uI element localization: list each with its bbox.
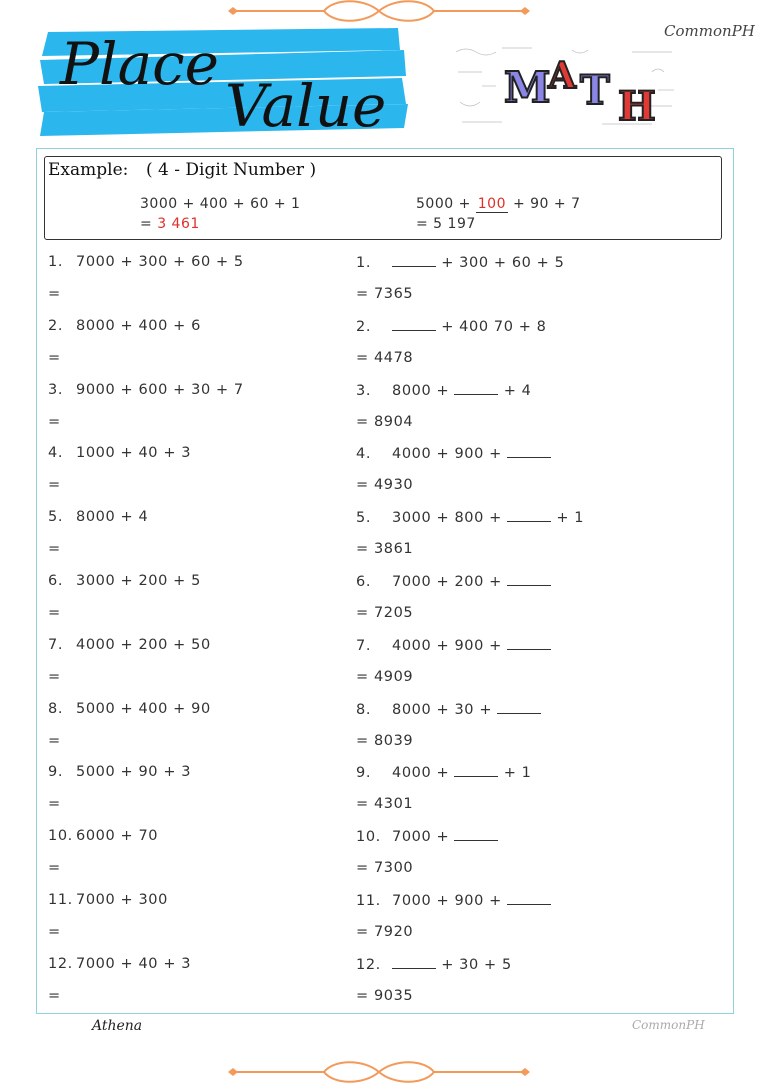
example-label: Example: xyxy=(48,160,129,180)
question-expression: 8000 + 4 xyxy=(76,509,149,526)
answer-blank[interactable] xyxy=(392,254,436,267)
question-number: 9. xyxy=(48,764,64,781)
question-number: 12. xyxy=(48,955,73,972)
left-answer-line: = xyxy=(48,477,61,494)
question-number: 11. xyxy=(48,892,73,908)
svg-text:H: H xyxy=(618,83,656,130)
right-answer-line: = 4478 xyxy=(356,349,414,366)
question-expression: 1000 + 40 + 3 xyxy=(76,445,192,462)
question-part-after: + 4 xyxy=(503,382,532,399)
question-part-after: + 1 xyxy=(503,765,532,782)
right-question xyxy=(356,382,532,399)
right-answer-line: = 4930 xyxy=(356,477,414,494)
question-number: 3. xyxy=(48,381,64,398)
left-answer-line: = xyxy=(48,349,61,366)
question-part-after: + 1 xyxy=(556,510,585,527)
right-answer-line: = 8039 xyxy=(356,732,414,749)
svg-text:T: T xyxy=(580,67,610,114)
left-answer-line: = xyxy=(48,413,61,430)
right-question xyxy=(356,764,532,781)
right-question xyxy=(356,573,551,590)
question-number: 5. xyxy=(48,509,64,526)
right-answer-line: = 9035 xyxy=(356,987,414,1004)
question-number: 10. xyxy=(356,829,381,846)
question-number: 7. xyxy=(48,636,64,653)
question-part-before: 4000 + xyxy=(392,765,450,782)
example-subtitle: ( 4 - Digit Number ) xyxy=(146,160,317,180)
question-number: 5. xyxy=(356,510,372,527)
question-expression: 8000 + 400 + 6 xyxy=(76,317,201,334)
right-question xyxy=(356,956,512,973)
left-answer-line: = xyxy=(48,860,61,877)
question-number: 11. xyxy=(356,893,381,909)
right-answer-line: = 3861 xyxy=(356,541,414,558)
left-answer-line: = xyxy=(48,924,61,940)
question-part-before: 4000 + 900 + xyxy=(392,637,502,654)
answer-blank[interactable] xyxy=(392,318,436,331)
left-answer-line: = xyxy=(48,732,61,749)
example-left-answer-value: 3 461 xyxy=(157,216,200,232)
left-question xyxy=(48,573,201,589)
question-expression: 4000 + 200 + 50 xyxy=(76,636,211,653)
question-part-before: 4000 + 900 + xyxy=(392,446,502,463)
right-answer-line: = 7920 xyxy=(356,924,414,940)
question-part-before: 8000 + xyxy=(392,382,450,399)
example-left-answer-prefix: = xyxy=(140,216,158,232)
question-expression: 3000 + 200 + 5 xyxy=(76,573,201,589)
right-question xyxy=(356,509,584,526)
question-number: 8. xyxy=(356,701,372,718)
brand-signature-footer: CommonPH xyxy=(632,1018,705,1032)
right-answer-line: = 4909 xyxy=(356,668,414,685)
right-question xyxy=(356,701,541,718)
left-answer-line: = xyxy=(48,286,61,302)
question-expression: 5000 + 400 + 90 xyxy=(76,700,211,717)
top-ornament xyxy=(224,0,534,24)
question-part-before: 7000 + 900 + xyxy=(392,893,502,909)
left-question xyxy=(48,445,191,461)
right-question xyxy=(356,637,551,654)
example-left-answer xyxy=(140,216,200,232)
answer-blank[interactable] xyxy=(454,764,498,777)
right-answer-line: = 7365 xyxy=(356,286,414,302)
question-number: 2. xyxy=(48,317,64,334)
left-question xyxy=(48,956,191,972)
question-expression: 7000 + 300 xyxy=(76,892,168,908)
left-question xyxy=(48,637,211,653)
example-left-expression: 3000 + 400 + 60 + 1 xyxy=(140,196,301,212)
right-question xyxy=(356,445,551,462)
answer-blank[interactable] xyxy=(507,637,551,650)
example-right-part-a: 5000 + xyxy=(416,196,476,212)
answer-blank[interactable] xyxy=(497,701,541,714)
question-number: 10. xyxy=(48,828,73,845)
left-answer-line: = xyxy=(48,668,61,685)
example-right-answer: = 5 197 xyxy=(416,216,476,232)
answer-blank[interactable] xyxy=(507,445,551,458)
left-question xyxy=(48,764,191,780)
left-question xyxy=(48,701,211,717)
svg-text:M: M xyxy=(504,63,551,112)
question-number: 8. xyxy=(48,700,64,717)
title-place: Place xyxy=(60,30,219,98)
author-signature: Athena xyxy=(92,1018,143,1034)
left-answer-line: = xyxy=(48,605,61,621)
brand-signature-top: CommonPH xyxy=(664,22,755,40)
question-number: 12. xyxy=(356,956,381,973)
right-question xyxy=(356,318,547,335)
question-part-before: 7000 + 200 + xyxy=(392,574,502,590)
right-answer-line: = 8904 xyxy=(356,413,414,430)
question-part-after: + 300 + 60 + 5 xyxy=(441,255,565,271)
left-question xyxy=(48,318,201,334)
answer-blank[interactable] xyxy=(507,573,551,586)
right-answer-line: = 7205 xyxy=(356,605,414,621)
question-number: 4. xyxy=(48,445,64,462)
question-expression: 7000 + 300 + 60 + 5 xyxy=(76,254,244,270)
question-part-after: + 400 70 + 8 xyxy=(441,318,547,335)
left-question xyxy=(48,828,158,844)
right-answer-line: = 7300 xyxy=(356,860,414,877)
question-number: 9. xyxy=(356,765,372,782)
question-number: 6. xyxy=(356,574,372,590)
answer-blank[interactable] xyxy=(392,956,436,969)
question-part-before: 7000 + xyxy=(392,829,450,846)
example-right-part-b: + 90 + 7 xyxy=(508,196,581,212)
question-expression: 9000 + 600 + 30 + 7 xyxy=(76,381,244,398)
title-value: Value xyxy=(225,72,387,140)
right-question xyxy=(356,892,551,909)
question-part-after: + 30 + 5 xyxy=(441,956,512,973)
left-question xyxy=(48,509,148,525)
right-question xyxy=(356,828,498,845)
question-expression: 6000 + 70 xyxy=(76,828,159,845)
left-answer-line: = xyxy=(48,541,61,558)
question-number: 3. xyxy=(356,382,372,399)
question-part-before: 8000 + 30 + xyxy=(392,701,493,718)
right-question xyxy=(356,254,564,271)
question-expression: 7000 + 40 + 3 xyxy=(76,955,192,972)
question-number: 4. xyxy=(356,446,372,463)
right-answer-line: = 4301 xyxy=(356,796,414,813)
answer-blank[interactable] xyxy=(507,892,551,905)
left-question xyxy=(48,382,244,398)
question-number: 2. xyxy=(356,318,372,335)
bottom-ornament xyxy=(224,1060,534,1084)
answer-blank[interactable] xyxy=(454,828,498,841)
question-number: 6. xyxy=(48,573,64,589)
answer-blank[interactable] xyxy=(454,382,498,395)
question-number: 1. xyxy=(356,255,372,271)
left-question xyxy=(48,892,168,908)
answer-blank[interactable] xyxy=(507,509,551,522)
question-number: 7. xyxy=(356,637,372,654)
question-number: 1. xyxy=(48,254,64,270)
example-right-missing: 100 xyxy=(477,196,506,212)
math-logo xyxy=(452,42,684,130)
example-right-expression xyxy=(416,196,580,213)
left-answer-line: = xyxy=(48,987,61,1004)
svg-text:A: A xyxy=(548,55,576,97)
question-part-before: 3000 + 800 + xyxy=(392,510,502,527)
left-answer-line: = xyxy=(48,796,61,813)
left-question xyxy=(48,254,244,270)
question-expression: 5000 + 90 + 3 xyxy=(76,764,192,781)
